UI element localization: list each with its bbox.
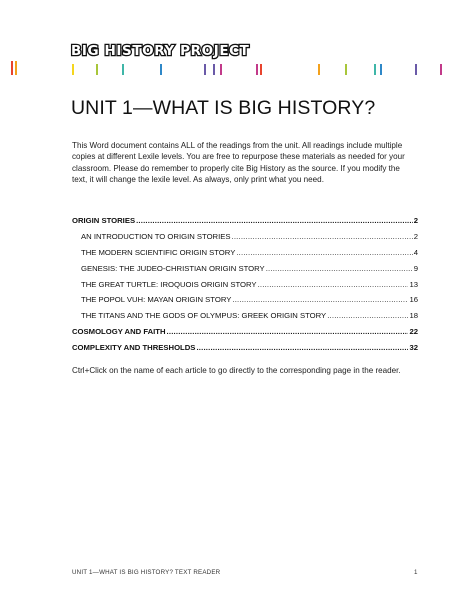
toc-dot-leader	[136, 213, 413, 229]
logo-bar	[318, 64, 320, 75]
toc-page-number: 2	[413, 231, 418, 241]
logo-bar	[260, 64, 262, 75]
toc-page-number: 32	[409, 343, 418, 353]
logo-bar	[160, 64, 162, 75]
logo-bar	[213, 64, 215, 75]
toc-page-number: 13	[409, 279, 418, 289]
toc-dot-leader	[258, 277, 409, 293]
toc-dot-leader	[236, 245, 412, 261]
toc-entry[interactable]	[72, 292, 418, 308]
toc-entry-label: COMPLEXITY AND THRESHOLDS	[72, 343, 196, 353]
logo-bar	[440, 64, 442, 75]
toc-dot-leader	[327, 308, 408, 324]
toc-page-number: 4	[413, 247, 418, 257]
logo-bar	[96, 64, 98, 75]
toc-entry[interactable]	[72, 340, 418, 356]
logo-bar	[415, 64, 417, 75]
toc-dot-leader	[266, 261, 413, 277]
toc-entry-label: COSMOLOGY AND FAITH	[72, 327, 166, 337]
toc-page-number: 18	[409, 311, 418, 321]
toc-entry[interactable]	[72, 213, 418, 229]
toc-entry-label: THE MODERN SCIENTIFIC ORIGIN STORY	[81, 247, 236, 257]
logo-bar	[374, 64, 376, 75]
toc-dot-leader	[167, 324, 409, 340]
table-of-contents	[72, 213, 418, 356]
logo-bar	[122, 64, 124, 75]
logo-bar	[256, 64, 258, 75]
toc-entry[interactable]	[72, 277, 418, 293]
logo-bar	[204, 64, 206, 75]
toc-entry-label: THE POPOL VUH: MAYAN ORIGIN STORY	[81, 295, 232, 305]
toc-page-number: 16	[409, 295, 418, 305]
footer-title: UNIT 1—WHAT IS BIG HISTORY? TEXT READER	[72, 569, 221, 576]
logo-bar	[15, 61, 17, 75]
intro-paragraph: This Word document contains ALL of the readings from the unit. All readings include multiple copies at different Lexile levels. You are free to repurpose these materials as needed for your classroom. Please do remember to properly cite Big History as the source. If you modify the text, it will change the lexile level. As always, only print what you need.	[72, 141, 405, 185]
toc-dot-leader	[232, 229, 413, 245]
big-history-project-logo: BIG HISTORY PROJECT	[71, 43, 250, 59]
logo-bar	[220, 64, 222, 75]
toc-entry[interactable]	[72, 261, 418, 277]
page-title: UNIT 1—WHAT IS BIG HISTORY?	[71, 97, 376, 119]
toc-entry-label: AN INTRODUCTION TO ORIGIN STORIES	[81, 231, 231, 241]
navigation-note: Ctrl+Click on the name of each article to go directly to the corresponding page in the reader.	[72, 366, 401, 375]
toc-dot-leader	[196, 340, 408, 356]
toc-page-number: 2	[413, 216, 418, 225]
toc-entry[interactable]	[72, 308, 418, 324]
toc-dot-leader	[232, 292, 408, 308]
footer-page-number: 1	[414, 569, 418, 576]
logo-bar	[380, 64, 382, 75]
logo-color-bars	[0, 60, 474, 80]
toc-page-number: 9	[413, 263, 418, 273]
toc-entry[interactable]	[72, 229, 418, 245]
toc-entry-label: ORIGIN STORIES	[72, 216, 136, 225]
logo-bar	[72, 64, 74, 75]
logo-bar	[11, 61, 13, 75]
toc-entry-label: THE GREAT TURTLE: IROQUOIS ORIGIN STORY	[81, 279, 257, 289]
logo-bar	[345, 64, 347, 75]
toc-entry-label: THE TITANS AND THE GODS OF OLYMPUS: GREEK ORIGIN STORY	[81, 311, 327, 321]
toc-entry[interactable]	[72, 324, 418, 340]
toc-page-number: 22	[409, 327, 418, 337]
toc-entry-label: GENESIS: THE JUDEO-CHRISTIAN ORIGIN STORY	[81, 263, 265, 273]
toc-entry[interactable]	[72, 245, 418, 261]
